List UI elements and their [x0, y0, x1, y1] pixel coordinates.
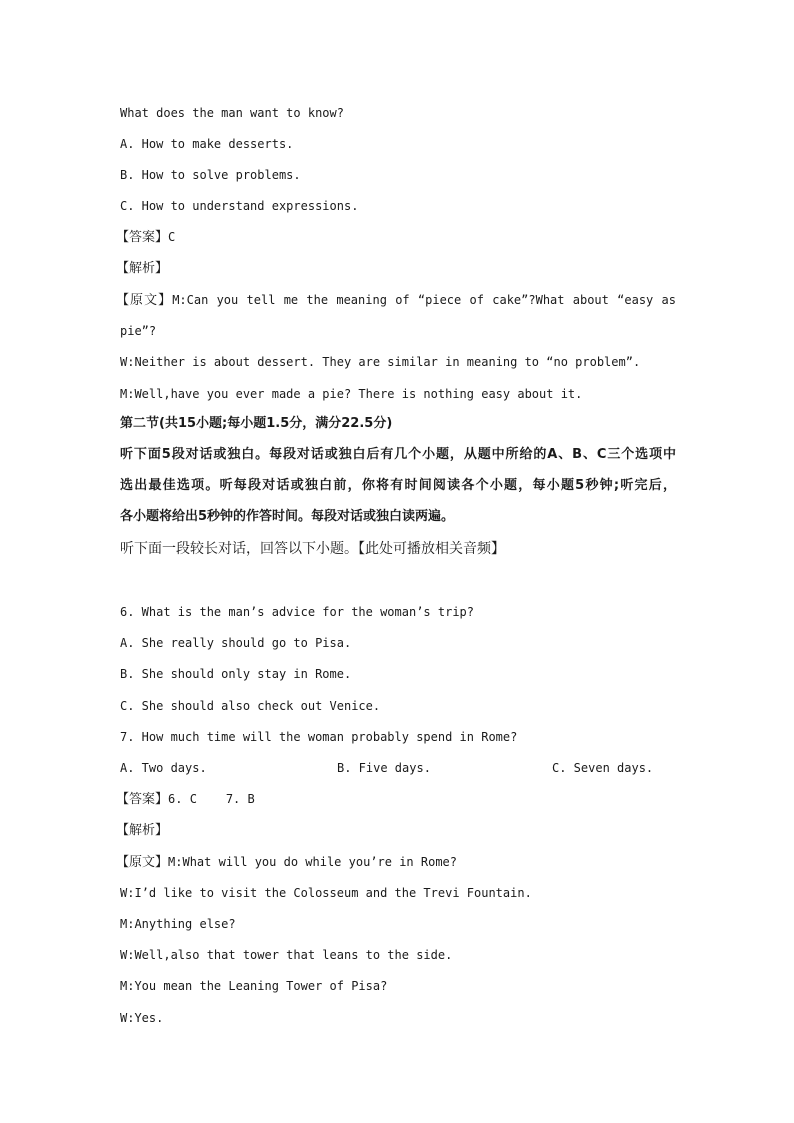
transcript-tag: 【原文】 [116, 293, 173, 308]
answer-tag: 【答案】 [116, 230, 169, 245]
answer-value: C [168, 230, 176, 244]
option-b: B. How to solve problems. [120, 168, 301, 182]
answer-value: 6. C 7. B [168, 792, 255, 806]
listening-prompt: 听下面一段较长对话，回答以下小题。【此处可播放相关音频】 [120, 541, 505, 557]
transcript-text: M:What will you do while you’re in Rome? [168, 855, 457, 869]
question-text: What does the man want to know? [120, 106, 344, 120]
transcript-tag: 【原文】 [116, 855, 169, 870]
analysis-line [116, 260, 680, 277]
transcript-line: W:Neither is about dessert. They are similar in meaning to “no problem”. [120, 355, 641, 369]
option-a: A. She really should go to Pisa. [120, 636, 352, 650]
transcript-line: W:I’d like to visit the Colosseum and the Trevi Fountain. [120, 886, 532, 900]
transcript-text: M:Can you tell me the meaning of “piece of cake”?What about “easy as [172, 293, 676, 307]
instruction-line: 各小题将给出5秒钟的作答时间。每段对话或独白读两遍。 [120, 509, 455, 524]
question-text: 6. What is the man’s advice for the woman’s trip? [120, 605, 475, 619]
transcript-line: pie”? [120, 324, 157, 338]
transcript-line: W:Well,also that tower that leans to the side. [120, 948, 453, 962]
transcript-line: M:Anything else? [120, 917, 236, 931]
transcript-line: W:Yes. [120, 1011, 164, 1025]
answer-line [116, 791, 680, 808]
analysis-tag: 【解析】 [116, 823, 169, 838]
section-heading: 第二节(共15小题;每小题1.5分，满分22.5分) [120, 416, 393, 431]
option-c: C. How to understand expressions. [120, 199, 359, 213]
analysis-tag: 【解析】 [116, 261, 169, 276]
transcript-line [116, 292, 676, 309]
transcript-line [116, 854, 680, 871]
option-c: C. She should also check out Venice. [120, 699, 381, 713]
instruction-line: 听下面5段对话或独白。每段对话或独白后有几个小题，从题中所给的A、B、C三个选项中 [120, 447, 676, 462]
option-a: A. How to make desserts. [120, 137, 294, 151]
transcript-line: M:You mean the Leaning Tower of Pisa? [120, 979, 388, 993]
answer-line [116, 229, 680, 246]
option-c: C. Seven days. [552, 761, 654, 775]
option-b: B. Five days. [337, 761, 431, 775]
answer-tag: 【答案】 [116, 792, 169, 807]
option-b: B. She should only stay in Rome. [120, 667, 352, 681]
instruction-line: 选出最佳选项。听每段对话或独白前，你将有时间阅读各个小题，每小题5秒钟;听完后， [120, 478, 676, 493]
analysis-line [116, 822, 680, 839]
transcript-line: M:Well,have you ever made a pie? There is nothing easy about it. [120, 387, 583, 401]
question-text: 7. How much time will the woman probably spend in Rome? [120, 730, 518, 744]
option-a: A. Two days. [120, 761, 207, 775]
